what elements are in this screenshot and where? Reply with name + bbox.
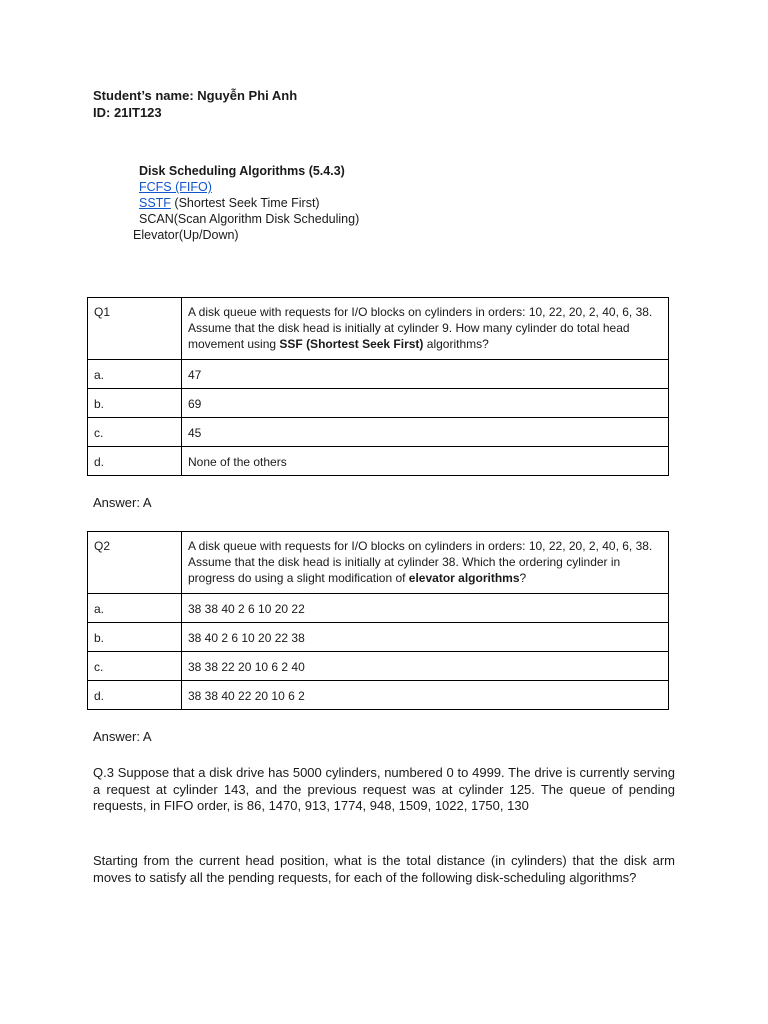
q2-option-row [88, 594, 669, 623]
q1-option-row [88, 360, 669, 389]
q1-option-value: 45 [182, 418, 669, 447]
topics-list [133, 163, 360, 243]
student-info [93, 87, 297, 121]
student-id: ID: 21IT123 [93, 105, 162, 120]
q2-option-key: c. [88, 652, 182, 681]
q2-option-key: b. [88, 623, 182, 652]
q2-option-value: 38 38 40 2 6 10 20 22 [182, 594, 669, 623]
q1-option-key: a. [88, 360, 182, 389]
q2-table [87, 531, 669, 710]
q1-question-bold: SSF (Shortest Seek First) [279, 337, 424, 351]
q1-option-key: b. [88, 389, 182, 418]
q2-question-row [88, 532, 669, 594]
q2-answer: Answer: A [93, 729, 152, 744]
fcfs-link[interactable]: FCFS (FIFO) [139, 180, 212, 194]
q2-option-value: 38 38 22 20 10 6 2 40 [182, 652, 669, 681]
q2-option-value: 38 40 2 6 10 20 22 38 [182, 623, 669, 652]
q2-option-row [88, 681, 669, 710]
sstf-description: (Shortest Seek Time First) [170, 196, 320, 210]
topics-heading: Disk Scheduling Algorithms (5.4.3) [139, 164, 345, 178]
q1-table [87, 297, 669, 476]
scan-item: SCAN(Scan Algorithm Disk Scheduling) [139, 212, 360, 226]
q1-label: Q1 [88, 298, 182, 360]
q2-option-value: 38 38 40 22 20 10 6 2 [182, 681, 669, 710]
q1-option-key: c. [88, 418, 182, 447]
q2-option-key: a. [88, 594, 182, 623]
elevator-item: Elevator(Up/Down) [133, 228, 239, 242]
q1-option-row [88, 418, 669, 447]
q3-question: Starting from the current head position, what is the total distance (in cylinders) that the disk arm moves to satisfy all the pending requests, for each of the following disk-scheduling algorithms? [93, 853, 675, 885]
q1-option-key: d. [88, 447, 182, 476]
sstf-link[interactable]: SSTF [139, 196, 171, 210]
q2-option-key: d. [88, 681, 182, 710]
q2-question: A disk queue with requests for I/O blocks on cylinders in orders: 10, 22, 20, 2, 40, 6, 38. Assume that the disk head is initially at cylinder 38. Which the ordering cylinder in progress do using a slight modification of elevator algorithms? [182, 532, 669, 594]
q1-question-row [88, 298, 669, 360]
q2-question-bold: elevator algorithms [408, 571, 520, 585]
q2-label: Q2 [88, 532, 182, 594]
q1-option-value: 47 [182, 360, 669, 389]
q1-question: A disk queue with requests for I/O blocks on cylinders in orders: 10, 22, 20, 2, 40, 6, 38. Assume that the disk head is initially at cylinder 9. How many cylinder do total head movement using SSF (Shortest Seek First) algorithms? [182, 298, 669, 360]
q1-option-value: 69 [182, 389, 669, 418]
q2-option-row [88, 623, 669, 652]
student-name: Student’s name: Nguyễn Phi Anh [93, 88, 298, 103]
q1-option-row [88, 447, 669, 476]
q3-paragraph: Q.3 Suppose that a disk drive has 5000 cylinders, numbered 0 to 4999. The drive is currently serving a request at cylinder 143, and the previous request was at cylinder 125. The queue of pending requests, in FIFO order, is 86, 1470, 913, 1774, 948, 1509, 1022, 1750, 130 [93, 765, 675, 813]
q1-answer: Answer: A [93, 495, 152, 510]
q2-option-row [88, 652, 669, 681]
q1-option-value: None of the others [182, 447, 669, 476]
q1-option-row [88, 389, 669, 418]
